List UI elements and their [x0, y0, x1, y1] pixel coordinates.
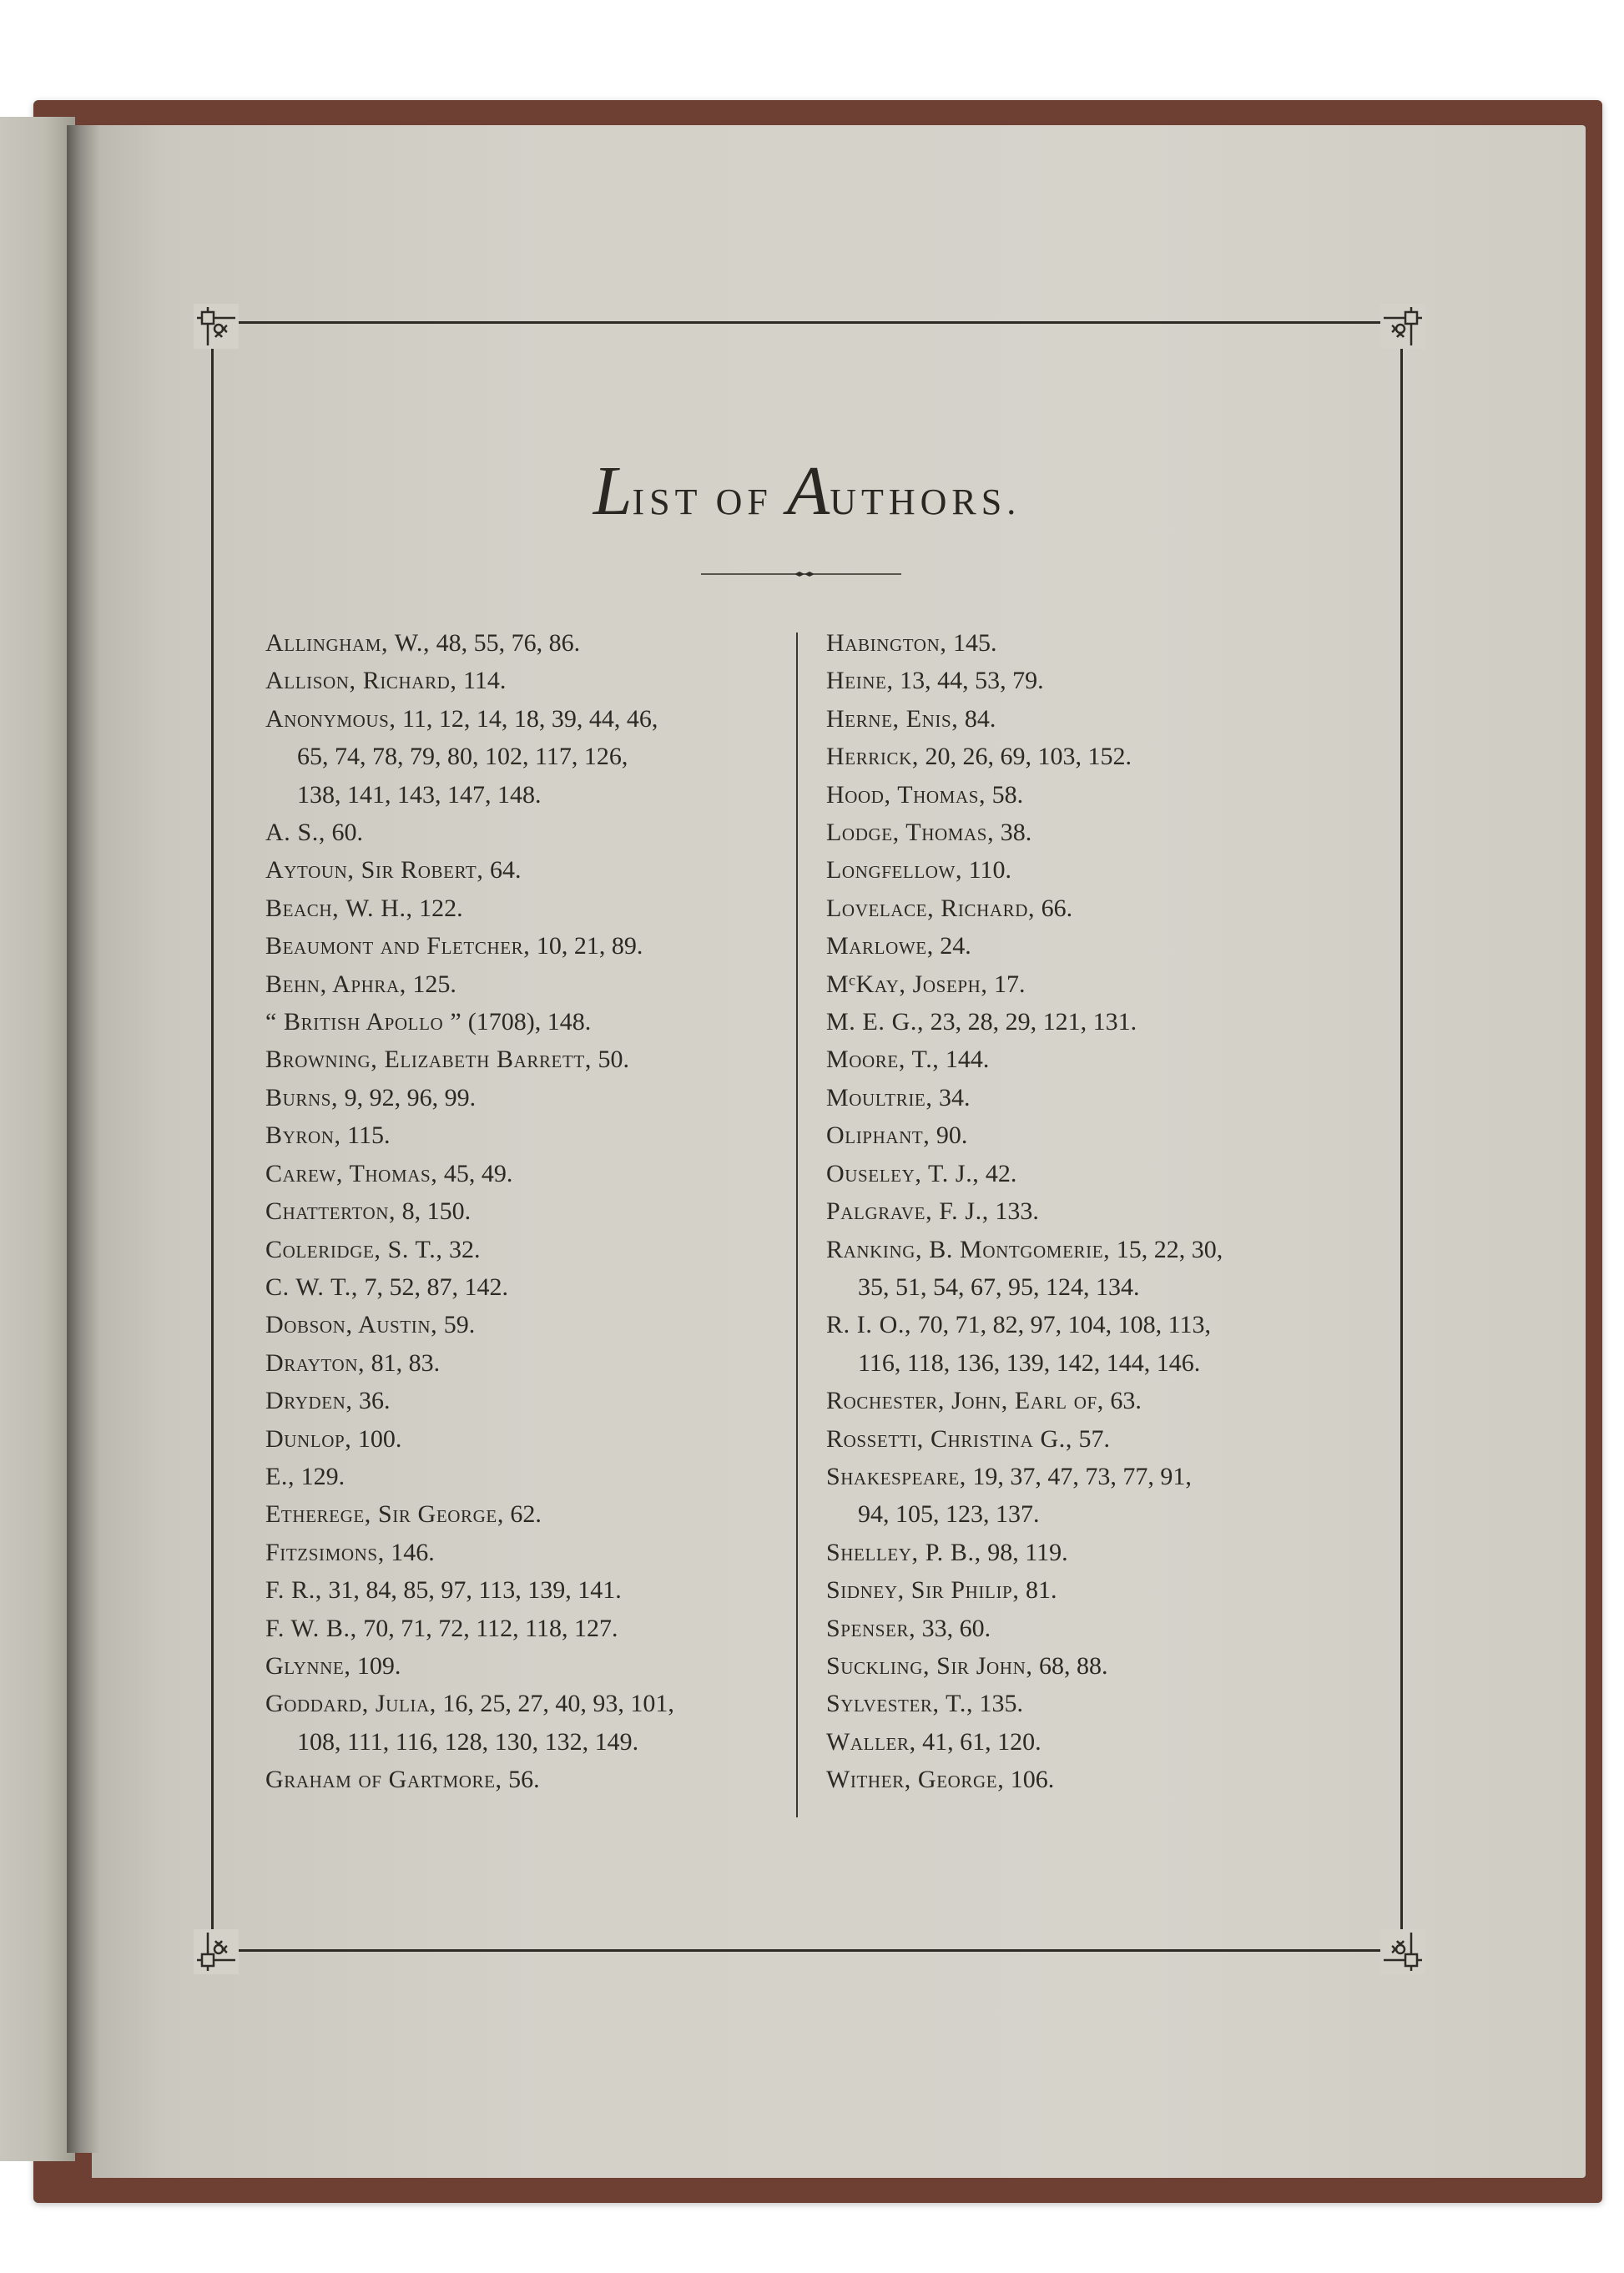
title-initial: A	[786, 452, 830, 530]
author-name: Dobson, Austin,	[265, 1311, 438, 1339]
author-name: Rochester, John, Earl of,	[826, 1387, 1104, 1415]
author-entry	[265, 1003, 816, 1041]
page-references: 8, 150.	[396, 1197, 472, 1226]
page-references: 7, 52, 87, 142.	[358, 1273, 508, 1301]
author-entry	[826, 890, 1377, 927]
page-references: 98, 119.	[981, 1538, 1068, 1566]
page-references: 68, 88.	[1032, 1651, 1108, 1680]
author-name: Fitzsimons,	[265, 1538, 385, 1566]
author-entry	[826, 1761, 1377, 1798]
author-name: Hood, Thomas,	[826, 780, 986, 809]
page-references: 20, 26, 69, 103, 152.	[918, 743, 1132, 771]
page-references: 34.	[932, 1083, 971, 1111]
page-references: 24.	[933, 932, 971, 960]
author-entry	[265, 662, 816, 699]
page-references-continued: 65, 74, 78, 79, 80, 102, 117, 126,	[297, 743, 628, 771]
author-entry	[265, 1155, 816, 1192]
page-references: 133.	[988, 1197, 1039, 1226]
page-references: 70, 71, 82, 97, 104, 108, 113,	[911, 1311, 1211, 1339]
author-entry	[826, 700, 1377, 738]
author-name: Browning, Elizabeth Barrett,	[265, 1046, 592, 1074]
page-references-continued: 94, 105, 123, 137.	[858, 1500, 1040, 1529]
page-references: 13, 44, 53, 79.	[893, 667, 1044, 695]
page-references: 42.	[979, 1159, 1017, 1187]
author-name: Lovelace, Richard,	[826, 894, 1036, 922]
page-title	[211, 451, 1403, 532]
page-references: 45, 49.	[437, 1159, 513, 1187]
author-name: Drayton,	[265, 1348, 366, 1377]
author-entry	[826, 1647, 1377, 1685]
corner-ornament-icon	[194, 1929, 239, 1974]
author-entry	[265, 1344, 816, 1382]
author-entry	[826, 1192, 1377, 1230]
page-references: 115.	[340, 1121, 391, 1150]
book-gutter	[67, 125, 100, 2153]
author-entry	[265, 1306, 816, 1343]
page-references: 110.	[962, 856, 1011, 885]
page-references: 60.	[325, 819, 363, 847]
page-references-continued: 35, 51, 54, 67, 95, 124, 134.	[858, 1273, 1140, 1301]
author-entry	[826, 1079, 1377, 1116]
author-name: Shelley, P. B.,	[826, 1538, 981, 1566]
author-entry	[826, 1685, 1377, 1722]
author-entry	[826, 1041, 1377, 1078]
page-references: 106.	[1004, 1766, 1055, 1794]
page-references: 90.	[930, 1121, 968, 1150]
author-entry	[265, 1761, 816, 1798]
author-name: A. S.,	[265, 819, 325, 847]
author-entry	[265, 1571, 816, 1609]
author-name: Herne, Enis,	[826, 704, 959, 733]
author-entry	[265, 1420, 816, 1458]
page-references-continued: 116, 118, 136, 139, 142, 144, 146.	[858, 1348, 1201, 1377]
page-references: 38.	[994, 819, 1032, 847]
author-column-right	[826, 624, 1377, 1799]
author-name: Shakespeare,	[826, 1462, 966, 1490]
page-references: 145.	[946, 629, 997, 657]
page-references: 23, 28, 29, 121, 131.	[924, 1008, 1137, 1036]
page-references-continued: 108, 111, 116, 128, 130, 132, 149.	[297, 1727, 639, 1756]
author-entry	[265, 1382, 816, 1419]
author-name: Behn, Aphra,	[265, 970, 406, 998]
author-entry	[265, 1685, 816, 1761]
author-entry	[826, 927, 1377, 965]
author-entry	[265, 851, 816, 889]
author-entry	[826, 1723, 1377, 1761]
author-name: C. W. T.,	[265, 1273, 358, 1301]
page-references: 84.	[958, 704, 996, 733]
author-name: F. W. B.,	[265, 1614, 357, 1642]
author-entry	[265, 1534, 816, 1571]
page-references: 64.	[483, 856, 522, 885]
author-name: Graham of Gartmore,	[265, 1766, 502, 1794]
author-name: Carew, Thomas,	[265, 1159, 438, 1187]
page-references: 129.	[295, 1462, 345, 1490]
author-entry	[826, 1458, 1377, 1534]
author-name: Allingham, W.,	[265, 629, 431, 657]
author-entry	[265, 814, 816, 851]
author-entry	[826, 965, 1377, 1003]
author-name: Lodge, Thomas,	[826, 819, 995, 847]
left-page-edge	[0, 117, 75, 2161]
author-name: Beach, W. H.,	[265, 894, 413, 922]
author-name: Palgrave, F. J.,	[826, 1197, 989, 1226]
page-references: 36.	[352, 1387, 391, 1415]
author-entry	[826, 1571, 1377, 1609]
page-references: 58.	[986, 780, 1024, 809]
author-entry	[265, 1116, 816, 1154]
author-entry	[826, 624, 1377, 662]
author-entry	[265, 965, 816, 1003]
title-text: IST OF	[632, 481, 787, 522]
author-name: Coleridge, S. T.,	[265, 1235, 443, 1263]
author-entry	[826, 814, 1377, 851]
page-references: 122.	[412, 894, 463, 922]
author-name: Spenser,	[826, 1614, 916, 1642]
author-entry	[826, 1420, 1377, 1458]
page-references: 17.	[987, 970, 1026, 998]
page-references: 33, 60.	[915, 1614, 991, 1642]
author-name: F. R.,	[265, 1576, 322, 1605]
author-name: Goddard, Julia,	[265, 1690, 436, 1718]
author-entry	[265, 624, 816, 662]
page-references: 146.	[384, 1538, 435, 1566]
page-references: 100.	[351, 1424, 402, 1453]
page-references: (1708), 148.	[461, 1008, 592, 1036]
page-references: 16, 25, 27, 40, 93, 101,	[436, 1690, 674, 1718]
author-name: Waller,	[826, 1727, 916, 1756]
author-entry	[265, 927, 816, 965]
author-name: Rossetti, Christina G.,	[826, 1424, 1072, 1453]
title-text: UTHORS.	[830, 481, 1021, 522]
author-name: Wither, George,	[826, 1766, 1005, 1794]
author-entry	[826, 1003, 1377, 1041]
title-initial: L	[593, 452, 633, 530]
author-name: Dunlop,	[265, 1424, 352, 1453]
page-references: 15, 22, 30,	[1110, 1235, 1223, 1263]
author-name: Etherege, Sir George,	[265, 1500, 504, 1529]
page-references: 57.	[1072, 1424, 1110, 1453]
author-entry	[826, 662, 1377, 699]
author-name: Oliphant,	[826, 1121, 931, 1150]
page-references: 31, 84, 85, 97, 113, 139, 141.	[321, 1576, 622, 1605]
page-references: 9, 92, 96, 99.	[338, 1083, 477, 1111]
author-entry	[265, 1458, 816, 1495]
page-references: 50.	[591, 1046, 629, 1074]
author-entry	[265, 1231, 816, 1268]
corner-ornament-icon	[1380, 304, 1425, 349]
author-entry	[265, 1192, 816, 1230]
author-name: Longfellow,	[826, 856, 963, 885]
author-entry	[826, 851, 1377, 889]
author-entry	[826, 1231, 1377, 1307]
title-ornament-rule	[701, 571, 901, 577]
author-entry	[265, 1610, 816, 1647]
author-name: M. E. G.,	[826, 1008, 925, 1036]
author-name: R. I. O.,	[826, 1311, 912, 1339]
author-entry	[265, 1041, 816, 1078]
author-column-left	[265, 624, 816, 1799]
corner-ornament-icon	[1380, 1929, 1425, 1974]
author-entry	[826, 776, 1377, 814]
author-entry	[265, 1647, 816, 1685]
page-references: 114.	[456, 667, 507, 695]
author-name: Herrick,	[826, 743, 919, 771]
author-entry	[826, 1610, 1377, 1647]
page-references: 144.	[939, 1046, 990, 1074]
author-entry	[265, 1495, 816, 1533]
page-references: 10, 21, 89.	[530, 932, 643, 960]
author-name: Suckling, Sir John,	[826, 1651, 1033, 1680]
page-references: 41, 61, 120.	[915, 1727, 1041, 1756]
author-entry	[826, 1155, 1377, 1192]
author-name: Burns,	[265, 1083, 339, 1111]
author-name: Habington,	[826, 629, 947, 657]
page-references: 70, 71, 72, 112, 118, 127.	[356, 1614, 618, 1642]
author-name: Byron,	[265, 1121, 341, 1150]
page-references: 81, 83.	[365, 1348, 441, 1377]
page-references: 32.	[442, 1235, 481, 1263]
author-entry	[265, 890, 816, 927]
corner-ornament-icon	[194, 304, 239, 349]
author-name: Heine,	[826, 667, 894, 695]
author-name: Sylvester, T.,	[826, 1690, 974, 1718]
page-references: 19, 37, 47, 73, 77, 91,	[966, 1462, 1192, 1490]
author-name: Moultrie,	[826, 1083, 933, 1111]
author-name: Beaumont and Fletcher,	[265, 932, 531, 960]
author-entry	[826, 1306, 1377, 1382]
author-name: E.,	[265, 1462, 295, 1490]
author-name: Sidney, Sir Philip,	[826, 1576, 1020, 1605]
page-references: 66.	[1035, 894, 1073, 922]
author-name: “ British Apollo ”	[265, 1008, 462, 1036]
page-references: 63.	[1103, 1387, 1142, 1415]
author-entry	[826, 1116, 1377, 1154]
author-entry	[265, 1079, 816, 1116]
page-references: 59.	[437, 1311, 476, 1339]
page-references: 125.	[406, 970, 456, 998]
author-name: Moore, T.,	[826, 1046, 940, 1074]
author-name: Dryden,	[265, 1387, 353, 1415]
author-name: Aytoun, Sir Robert,	[265, 856, 484, 885]
author-entry	[826, 1534, 1377, 1571]
page-references: 81.	[1019, 1576, 1057, 1605]
author-entry	[265, 1268, 816, 1306]
author-entry	[265, 700, 816, 776]
author-name: Ouseley, T. J.,	[826, 1159, 980, 1187]
author-name: Ranking, B. Montgomerie,	[826, 1235, 1111, 1263]
author-name: Allison, Richard,	[265, 667, 457, 695]
author-name: Glynne,	[265, 1651, 351, 1680]
author-name: Anonymous,	[265, 704, 396, 733]
page-references: 135.	[973, 1690, 1024, 1718]
author-name: Marlowe,	[826, 932, 934, 960]
page-references: 48, 55, 76, 86.	[430, 629, 581, 657]
author-entry	[826, 738, 1377, 775]
page-references-continued: 138, 141, 143, 147, 148.	[297, 780, 542, 809]
page-references: 11, 12, 14, 18, 39, 44, 46,	[396, 704, 658, 733]
author-entry	[265, 776, 816, 814]
author-entry	[826, 1382, 1377, 1419]
author-name: Chatterton,	[265, 1197, 396, 1226]
page-references: 62.	[503, 1500, 542, 1529]
page-references: 56.	[502, 1766, 540, 1794]
author-name: MᶜKay, Joseph,	[826, 970, 988, 998]
page-references: 109.	[351, 1651, 401, 1680]
